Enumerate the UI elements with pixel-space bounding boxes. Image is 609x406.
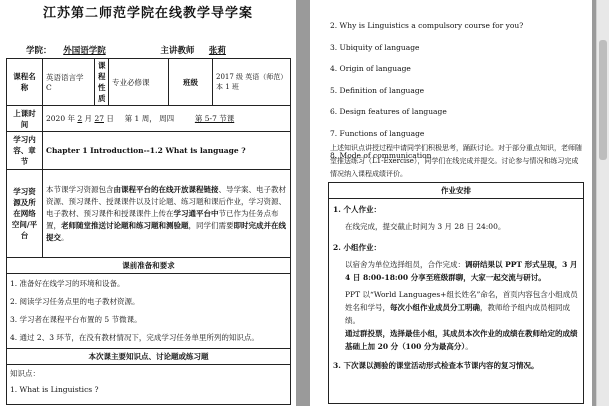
prep-item: 4. 通过 2、3 环节，在没有教材情况下，完成学习任务单里所列的知识点。 [10, 333, 259, 342]
knowledge-item: 1. What is Linguistics ? [10, 385, 99, 394]
list-item: 4. Origin of language [330, 64, 411, 74]
course-info-table [6, 58, 291, 405]
class-label: 班级 [169, 59, 213, 106]
time-week: 第 1 周， [124, 114, 157, 123]
scrollbar-thumb[interactable] [599, 40, 607, 160]
resources-value: 本节课学习资源包含由课程平台的在线开放课程链接、导学案、电子教材资源、预习课件、授课课件以及讨论题、练习题和课后作业，学习资源、电子教材、预习课件和授课课件上传在学习通平台中节已作为任务点布置，老师随堂推送讨论题和练习题和测验题，同学们需要即时完成并在线提交。 [43, 170, 291, 258]
time-day: 27 [94, 114, 104, 123]
class-value: 2017 级 英语（师范）本 1 班 [213, 59, 291, 106]
knowledge-section-heading: 本次课主要知识点、讨论题或练习题 [7, 349, 291, 365]
teacher-value: 张莉 [208, 46, 226, 56]
homework-heading: 作业安排 [329, 183, 584, 199]
hw2-title: 2. 小组作业： [333, 243, 381, 252]
course-nature-label: 课程性质 [95, 59, 109, 106]
college-label: 学院 [26, 46, 44, 56]
teacher-label: 主讲教师 [160, 46, 195, 56]
header-line: 学院： 外国语学院 主讲教师 张莉 [26, 44, 237, 56]
list-item: 2. Why is Linguistics a compulsory course for you? [330, 21, 524, 30]
time-weekday: 周四 [159, 114, 175, 123]
document-page-1 [0, 0, 296, 406]
list-item: 3. Ubiquity of language [330, 42, 420, 52]
document-page-2 [310, 0, 592, 406]
course-name-value: 英语语言学 C [43, 59, 95, 106]
time-year: 2020 [46, 114, 66, 123]
college-value: 外国语学院 [63, 46, 106, 56]
document-title: 江苏第二师范学院在线教学导学案 [42, 6, 253, 21]
time-value: 2020 年 2 月 27 日 第 1 周， 周四 第 5-7 节课 [43, 106, 291, 132]
course-nature-value: 专业必修课 [109, 59, 169, 106]
course-name-label: 课程名称 [7, 59, 43, 106]
list-item: 7. Functions of language [330, 128, 425, 138]
hw3: 3. 下次课以测验的课堂活动形式检查本节课内容的复习情况。 [333, 361, 539, 370]
prep-item: 2. 阅读学习任务点里的电子教材资源。 [10, 297, 140, 306]
discussion-paragraph: 上述知识点讲授过程中请同学们积极思考，踊跃讨论。对于部分重点知识，老师随堂推送练习（L1-Exercise），同学们在线完成并提交。讨论参与情况和练习完成情况纳入课程成绩评价。 [330, 144, 582, 178]
homework-body [329, 199, 584, 404]
content-label: 学习内容、章节 [7, 132, 43, 170]
content-value: Chapter 1 Introduction--1.2 What is language ? [43, 132, 291, 170]
prep-section-heading: 课前准备和要求 [7, 258, 291, 274]
hw2-body-naming: PPT 以“World Languages+组长姓名”命名，首页内容包含小组成员姓名和学号，每次小组作业成员分工明确，教师给予组内成员相同成绩。 [345, 290, 578, 325]
resources-label: 学习资源及所在网络空间/平台 [7, 170, 43, 258]
prep-items [7, 274, 291, 349]
knowledge-head: 知识点： [10, 369, 40, 378]
time-period: 第 5-7 节课 [194, 114, 235, 123]
time-month: 2 [77, 114, 83, 123]
homework-table [328, 182, 584, 404]
knowledge-items [7, 365, 291, 405]
list-item: 5. Definition of language [330, 85, 425, 95]
hw1-title: 1. 个人作业： [333, 205, 381, 214]
list-item: 6. Design features of language [330, 107, 447, 117]
hw2-body-vote: 通过群投票，选择最佳小组，其成员本次作业的成绩在教师给定的成绩基础上加 20 分（100 分为最高分）。 [345, 329, 578, 351]
time-label: 上课时间 [7, 106, 43, 132]
hw1-body: 在线完成，提交截止时间为 3 月 28 日 24:00。 [345, 222, 506, 231]
prep-item: 1. 准备好在线学习的环境和设备。 [10, 279, 125, 288]
list-item: 8. Mode of communication [330, 150, 432, 160]
prep-item: 3. 学习者在课程平台布置的 5 节微课。 [10, 315, 142, 324]
vertical-scrollbar[interactable] [596, 0, 609, 406]
hw2-body: 以宿舍为单位选择组员，合作完成：调研结果以 PPT 形式呈现，3 月 4 日 8:00-18:00 分享至班级群聊，大家一起交流与研讨。 [345, 260, 578, 282]
